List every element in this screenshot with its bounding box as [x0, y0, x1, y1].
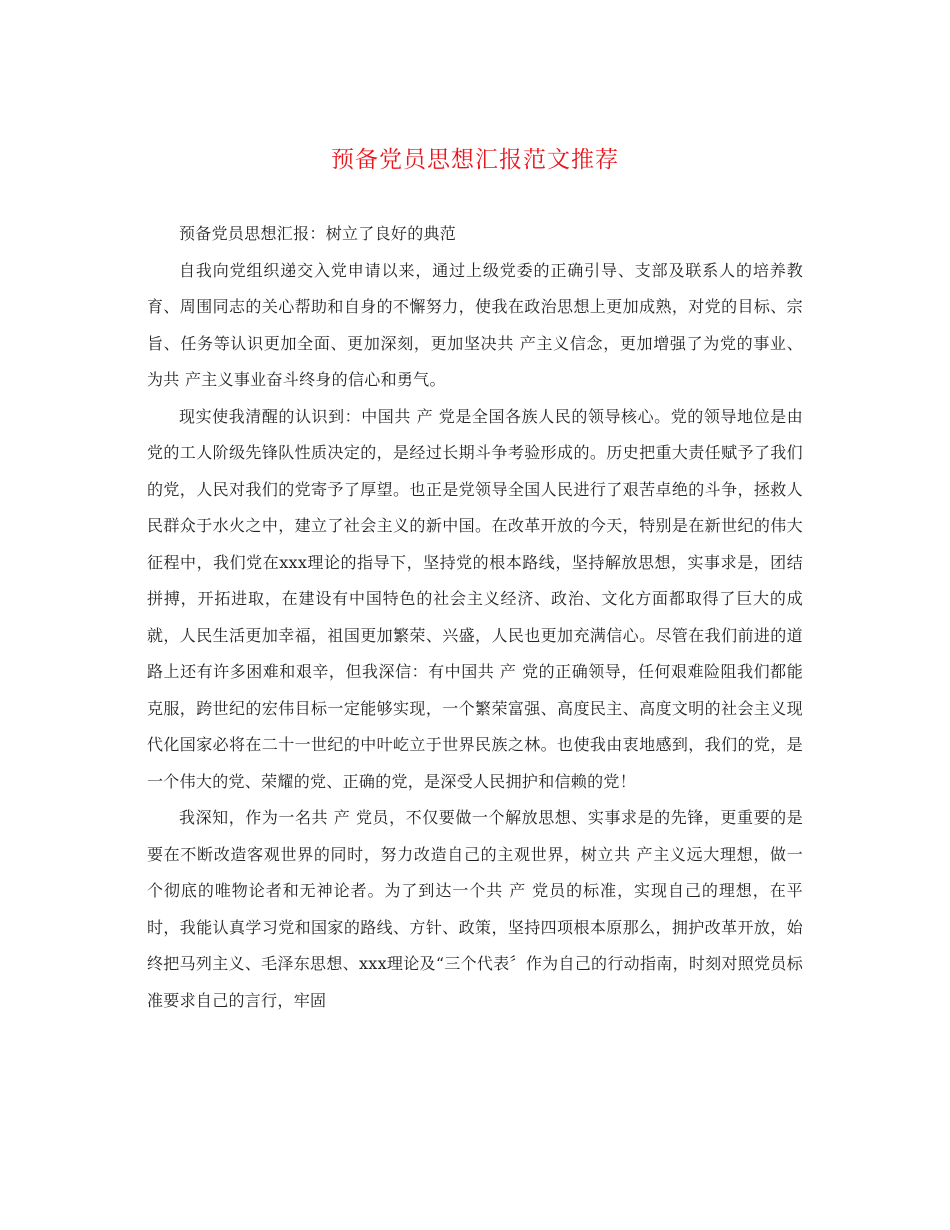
document-title: 预备党员思想汇报范文推荐: [331, 147, 619, 173]
paragraph-3: 我深知，作为一名共 产 党员，不仅要做一个解放思想、实事求是的先锋，更重要的是要在不断改造客观世界的同时，努力改造自己的主观世界，树立共 产主义远大理想，做一个彻底的唯物论者和无神论者。为了到达一个共 产 党员的标准，实现自己的理想，在平时，我能认真学习党和国家的路线、方针、政策，坚持四项根本原那么，拥护改革开放，始终把马列主义、毛泽东思想、xxx理论及“三个代表〞作为自己的行动指南，时刻对照党员标准要求自己的言行，牢固: [147, 808, 803, 1010]
document-subtitle: 预备党员思想汇报：树立了良好的典范: [179, 224, 457, 243]
paragraph-2: 现实使我清醒的认识到：中国共 产 党是全国各族人民的领导核心。党的领导地位是由党的工人阶级先锋队性质决定的，是经过长期斗争考验形成的。历史把重大责任赋予了我们的党，人民对我们的党寄予了厚望。也正是党领导全国人民进行了艰苦卓绝的斗争，拯救人民群众于水火之中，建立了社会主义的新中国。在改革开放的今天，特别是在新世纪的伟大征程中，我们党在xxx理论的指导下，坚持党的根本路线，坚持解放思想，实事求是，团结拼搏，开拓进取，在建设有中国特色的社会主义经济、政治、文化方面都取得了巨大的成就，人民生活更加幸福，祖国更加繁荣、兴盛，人民也更加充满信心。尽管在我们前进的道路上还有许多困难和艰辛，但我深信：有中国共 产 党的正确领导，任何艰难险阻我们都能克服，跨世纪的宏伟目标一定能够实现，一个繁荣富强、高度民主、高度文明的社会主义现代化国家必将在二十一世纪的中叶屹立于世界民族之林。也使我由衷地感到，我们的党，是一个伟大的党、荣耀的党、正确的党，是深受人民拥护和信赖的党！: [147, 406, 803, 791]
document-body: [147, 216, 803, 1019]
paragraph-1: 自我向党组织递交入党申请以来，通过上级党委的正确引导、支部及联系人的培养教育、周围同志的关心帮助和自身的不懈努力，使我在政治思想上更加成熟，对党的目标、宗旨、任务等认识更加全面、更加深刻，更加坚决共 产主义信念，更加增强了为党的事业、为共 产主义事业奋斗终身的信心和勇气。: [147, 260, 803, 389]
